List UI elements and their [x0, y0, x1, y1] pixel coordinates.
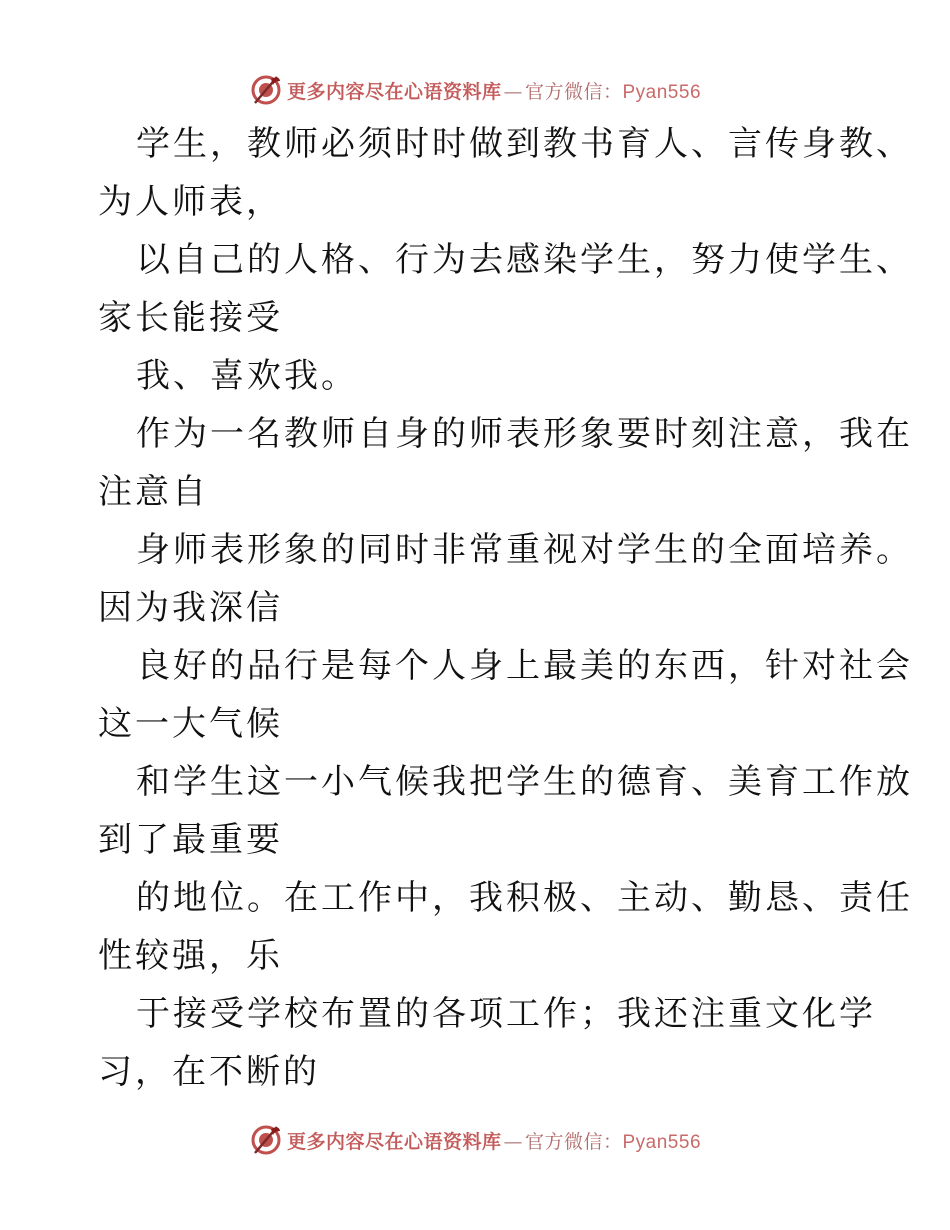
text-line: 学生，教师必须时时做到教书育人、言传身教、	[136, 124, 913, 164]
text-line: 的地位。在工作中，我积极、主动、勤恳、责任	[136, 878, 913, 918]
watermark-text	[287, 77, 701, 104]
text-line: 和学生这一小气候我把学生的德育、美育工作放	[136, 762, 913, 802]
text-line: 作为一名教师自身的师表形象要时刻注意，我在	[136, 414, 913, 454]
text-line: 性较强，乐	[98, 936, 283, 976]
header-watermark	[0, 70, 950, 110]
text-line: 注意自	[98, 472, 209, 512]
watermark-brand: 更多内容尽在心语资料库	[286, 1130, 502, 1153]
watermark-brand: 更多内容尽在心语资料库	[286, 80, 502, 103]
text-line: 家长能接受	[98, 298, 283, 338]
watermark-wechat-id: Pyan556	[622, 1131, 702, 1153]
text-line: 这一大气候	[98, 704, 283, 744]
footer-watermark	[0, 1120, 950, 1160]
quill-seal-icon	[249, 73, 283, 107]
watermark-wechat-label: 官方微信：	[524, 1130, 623, 1153]
text-line: 为人师表，	[98, 182, 283, 222]
text-line: 于接受学校布置的各项工作；我还注重文化学	[136, 994, 876, 1034]
watermark-dash: —	[503, 80, 523, 103]
watermark-dash: —	[503, 1130, 523, 1153]
document-body	[98, 115, 913, 1101]
watermark-wechat-label: 官方微信：	[524, 80, 623, 103]
text-line: 因为我深信	[98, 588, 283, 628]
watermark-wechat-id: Pyan556	[622, 81, 702, 103]
text-line: 良好的品行是每个人身上最美的东西，针对社会	[136, 646, 913, 686]
text-line: 到了最重要	[98, 820, 283, 860]
watermark-text	[287, 1127, 701, 1154]
text-line: 我、喜欢我。	[136, 356, 358, 396]
quill-seal-icon	[249, 1123, 283, 1157]
text-line: 身师表形象的同时非常重视对学生的全面培养。	[136, 530, 913, 570]
text-line: 以自己的人格、行为去感染学生，努力使学生、	[136, 240, 913, 280]
text-line: 习，在不断的	[98, 1052, 320, 1092]
